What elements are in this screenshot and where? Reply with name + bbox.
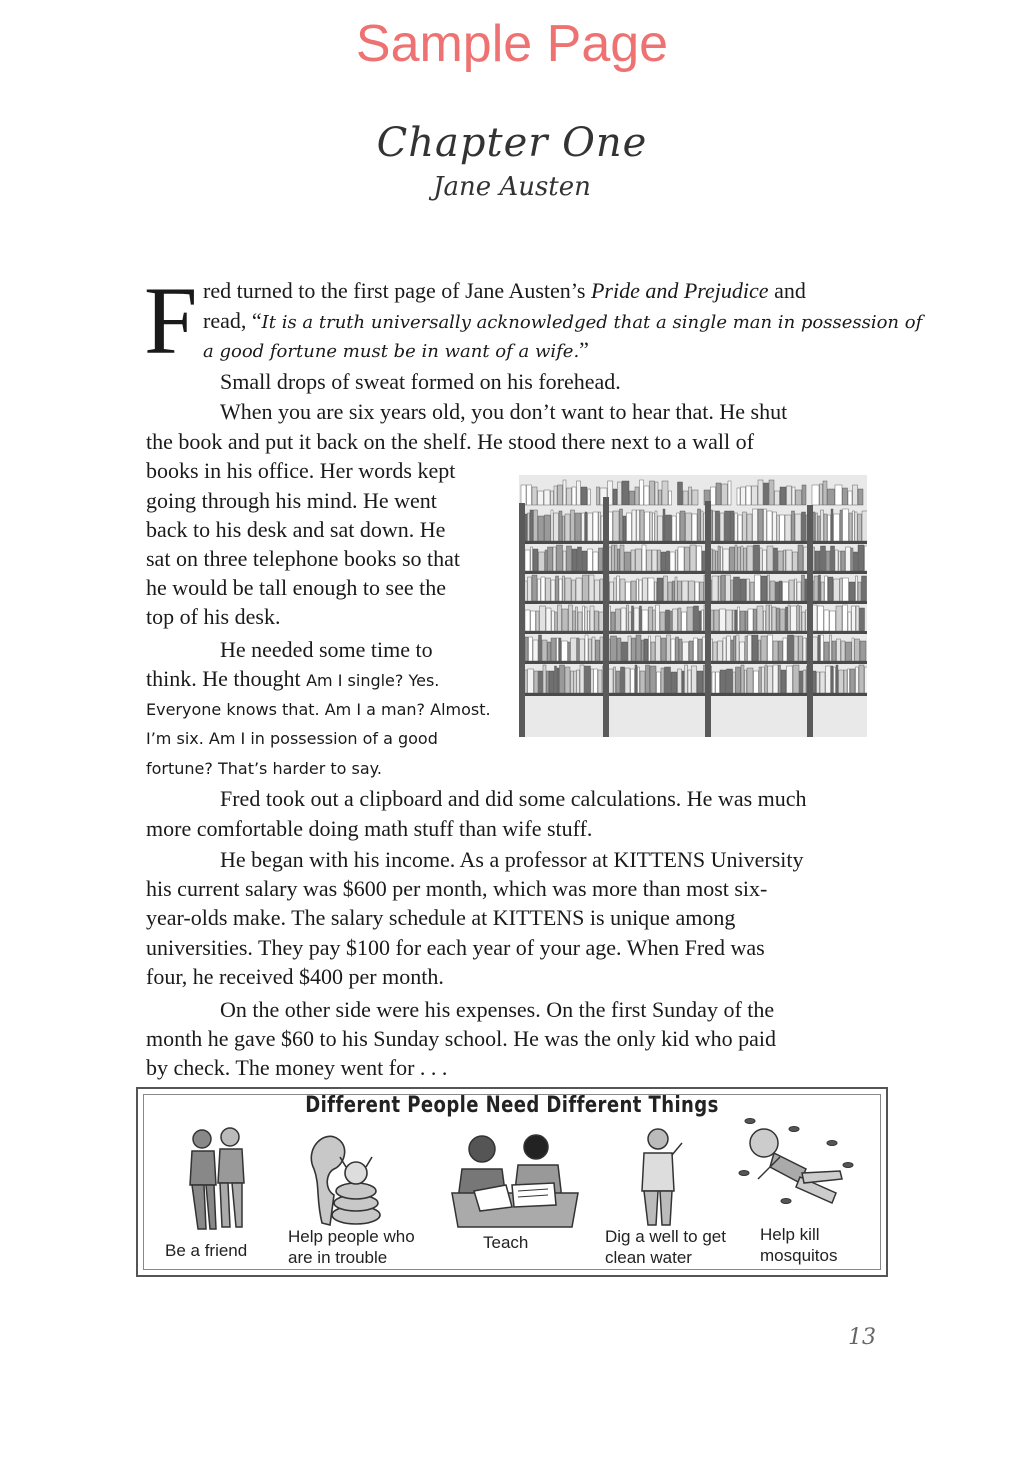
body-line: going through his mind. He went bbox=[146, 488, 437, 513]
body-line bbox=[203, 306, 922, 338]
thought-line: I’m six. Am I in possession of a good bbox=[146, 729, 438, 748]
body-line: by check. The money went for . . . bbox=[146, 1055, 448, 1080]
friends-illustration-icon bbox=[178, 1125, 254, 1233]
thought-text: Am I single? Yes. bbox=[306, 671, 440, 690]
different-things-box bbox=[136, 1087, 888, 1277]
bookshelf-image bbox=[519, 475, 867, 737]
body-line: When you are six years old, you don’t want to hear that. He shut bbox=[220, 399, 788, 424]
chapter-author: Jane Austen bbox=[433, 172, 591, 202]
body-line: Small drops of sweat formed on his forehead. bbox=[220, 369, 621, 394]
caption-dig-well-1: Dig a well to get bbox=[605, 1227, 726, 1246]
body-line bbox=[203, 276, 806, 306]
body-line: month he gave $60 to his Sunday school. He was the only kid who paid bbox=[146, 1026, 776, 1051]
page-number: 13 bbox=[848, 1325, 876, 1350]
mosquito-chase-illustration-icon bbox=[736, 1113, 864, 1213]
body-line: On the other side were his expenses. On the first Sunday of the bbox=[220, 997, 775, 1022]
body-line: universities. They pay $100 for each year of your age. When Fred was bbox=[146, 935, 765, 960]
caption-help-people-1: Help people who bbox=[288, 1227, 415, 1246]
thought-line: Everyone knows that. Am I a man? Almost. bbox=[146, 700, 491, 719]
body-line: top of his desk. bbox=[146, 604, 281, 629]
text: think. He thought bbox=[146, 666, 307, 691]
watermark: Sample Page bbox=[355, 15, 669, 73]
quote-text: It is a truth universally acknowledged that a single man in possession of bbox=[261, 312, 923, 333]
text: ” bbox=[579, 337, 589, 362]
caption-dig-well-2: clean water bbox=[605, 1248, 692, 1267]
caption-mosquitos-1: Help kill bbox=[760, 1225, 820, 1244]
body-line: He began with his income. As a professor at KITTENS University bbox=[220, 847, 804, 872]
body-line: year-olds make. The salary schedule at KITTENS is unique among bbox=[146, 905, 736, 930]
body-line: his current salary was $600 per month, which was more than most six- bbox=[146, 876, 768, 901]
body-line bbox=[146, 664, 439, 696]
body-line: He needed some time to bbox=[220, 637, 433, 662]
body-line bbox=[203, 335, 589, 367]
caption-help-people-2: are in trouble bbox=[288, 1248, 388, 1267]
text: and bbox=[768, 278, 806, 303]
book-title: Pride and Prejudice bbox=[590, 278, 769, 303]
body-line: back to his desk and sat down. He bbox=[146, 517, 446, 542]
body-line: four, he received $400 per month. bbox=[146, 964, 444, 989]
body-line: more comfortable doing math stuff than wife stuff. bbox=[146, 816, 593, 841]
snake-illustration-icon bbox=[304, 1129, 390, 1229]
body-line: he would be tall enough to see the bbox=[146, 575, 446, 600]
quote-text: a good fortune must be in want of a wife. bbox=[203, 341, 580, 362]
teaching-illustration-icon bbox=[448, 1129, 582, 1229]
body-line: books in his office. Her words kept bbox=[146, 458, 456, 483]
chapter-title: Chapter One bbox=[376, 120, 648, 166]
bookshelf-photo bbox=[519, 475, 867, 737]
body-line: sat on three telephone books so that bbox=[146, 546, 461, 571]
thought-line: fortune? That’s harder to say. bbox=[146, 759, 382, 778]
text: read, “ bbox=[203, 308, 262, 333]
caption-be-a-friend: Be a friend bbox=[165, 1241, 248, 1260]
well-digger-illustration-icon bbox=[630, 1125, 690, 1231]
body-line: Fred took out a clipboard and did some calculations. He was much bbox=[220, 786, 807, 811]
body-line: the book and put it back on the shelf. He stood there next to a wall of bbox=[146, 429, 754, 454]
box-title: Different People Need Different Things bbox=[305, 1093, 719, 1118]
caption-teach: Teach bbox=[483, 1233, 529, 1252]
drop-cap: F bbox=[144, 267, 198, 374]
text: red turned to the first page of Jane Austen’s bbox=[203, 278, 591, 303]
caption-mosquitos-2: mosquitos bbox=[760, 1246, 838, 1265]
